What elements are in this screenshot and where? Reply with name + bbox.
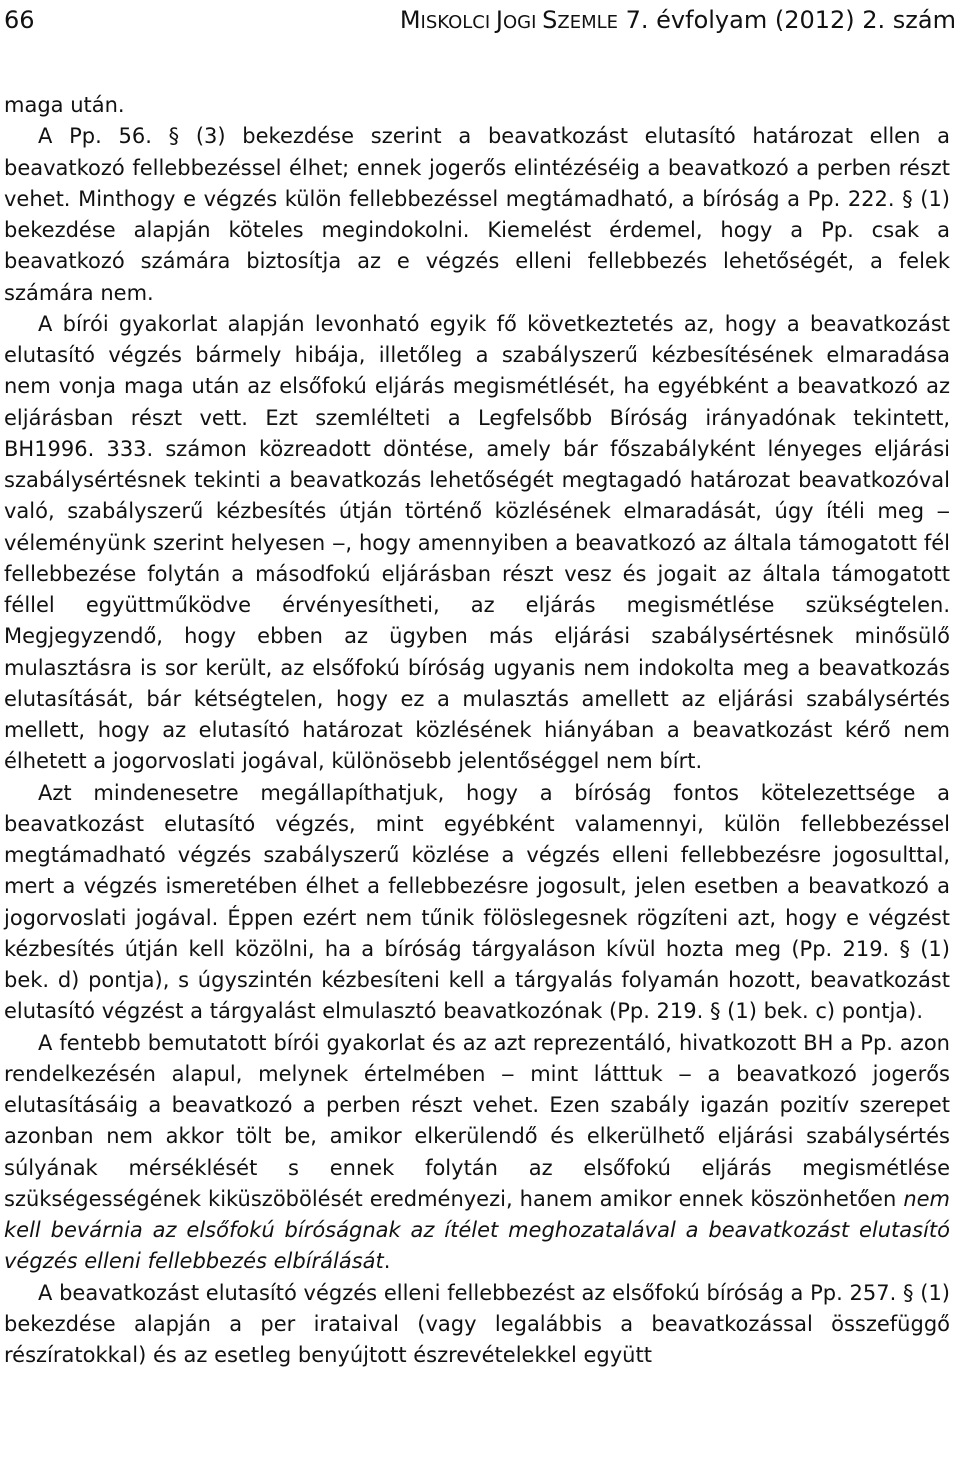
paragraph: Azt mindenesetre megállapíthatjuk, hogy a bíróság fontos kötelezettsége a beavatkozást elutasító végzés, mint egyébként valamennyi, külön fellebbezéssel megtámadható végzés szabályszerű közlése a végzés elleni fellebbezésre jogosulttal, mert a végzés ismeretében élhet a fellebbezésre jogosult, jelen esetben a beavatkozó a jogorvoslati jogával. Éppen ezért nem tűnik fölöslegesnek rögzíteni azt, hogy e végzést kézbesítés útján kell közölni, ha a bíróság tárgyaláson kívül hozta meg (Pp. 219. § (1) bek. d) pontja), s úgyszintén kézbesíteni kell a tárgyalás folyamán hozott, beavatkozást elutasító végzést a tárgyalást elmulasztó beavatkozónak (Pp. 219. § (1) bek. c) pontja). — [4, 780, 950, 1024]
article-body — [4, 90, 950, 1371]
running-header — [4, 4, 956, 38]
page-number: 66 — [4, 6, 35, 34]
paragraph: A Pp. 56. § (3) bekezdése szerint a beavatkozást elutasító határozat ellen a beavatkozó fellebbezéssel élhet; ennek jogerős elintézéséig a beavatkozó a perben részt vehet. Minthogy e végzés külön fellebbezéssel megtámadható, a bíróság a Pp. 222. § (1) bekezdése alapján köteles megindokolni. Kiemelést érdemel, hogy a Pp. csak a beavatkozó számára biztosítja az e végzés elleni fellebbezés lehetőségét, a felek számára nem. — [4, 124, 950, 305]
paragraph: A beavatkozást elutasító végzés elleni fellebbezést az elsőfokú bíróság a Pp. 257. § (1) bekezdése alapján a per irataival (vagy legalábbis a beavatkozással összefüggő részíratokkal) és az esetleg benyújtott észrevételekkel együtt — [4, 1280, 950, 1367]
journal-title: MISKOLCI JOGI SZEMLE 7. évfolyam (2012) 2. szám — [399, 6, 956, 34]
paragraph: A fentebb bemutatott bírói gyakorlat és az azt reprezentáló, hivatkozott BH a Pp. azon rendelkezésén alapul, melynek értelmében ‒ mint látttuk ‒ a beavatkozó jogerős elutasításáig a beavatkozó a perben részt vehet. Ezen szabály igazán pozitív szerepet azonban nem akkor tölt be, amikor elkerülendő és elkerülhető eljárási szabálysértés súlyának mérséklését s ennek folytán az elsőfokú eljárás megismétlése szükségességének kiküszöbölését eredményezi, hanem amikor ennek köszönhetően nem kell bevárnia az elsőfokú bíróságnak az ítélet meghozatalával a beavatkozást elutasító végzés elleni fellebbezés elbírálását. — [4, 1030, 950, 1274]
emphasis: nem kell bevárnia az elsőfokú bíróságnak az ítélet meghozatalával a beavatkozást elutasító végzés elleni fellebbezés elbírálását — [4, 1186, 950, 1274]
paragraph: A bírói gyakorlat alapján levonható egyik fő következtetés az, hogy a beavatkozást elutasító végzés bármely hibája, illetőleg a szabályszerű kézbesítésének elmaradása nem vonja maga után az elsőfokú eljárás megismétlését, ha egyébként a beavatkozó az eljárásban részt vett. Ezt szemlélteti a Legfelsőbb Bíróság irányadónak tekintett, BH1996. 333. számon közreadott döntése, amely bár főszabályként lényeges eljárási szabálysértésnek tekinti a beavatkozás lehetőségét megtagadó határozat beavatkozóval való, szabályszerű kézbesítés útján történő közlésének elmaradását, úgy ítéli meg ‒ véleményünk szerint helyesen ‒, hogy amennyiben a beavatkozó az általa támogatott fél fellebbezése folytán a másodfokú eljárásban részt vesz és jogait az általa támogatott féllel együttműködve érvényesítheti, az eljárás megismétlése szükségtelen. Megjegyzendő, hogy ebben az ügyben más eljárási szabálysértésnek minősülő mulasztásra is sor került, az elsőfokú bíróság ugyanis nem indokolta meg a beavatkozás elutasítását, bár kétségtelen, hogy ez a mulasztás amellett az eljárási szabálysértés mellett, hogy az elutasító határozat közlésének hiányában a beavatkozást kérő nem élhetett a jogorvoslati jogával, különösebb jelentőséggel nem bírt. — [4, 311, 950, 774]
paragraph: maga után. — [4, 93, 125, 117]
